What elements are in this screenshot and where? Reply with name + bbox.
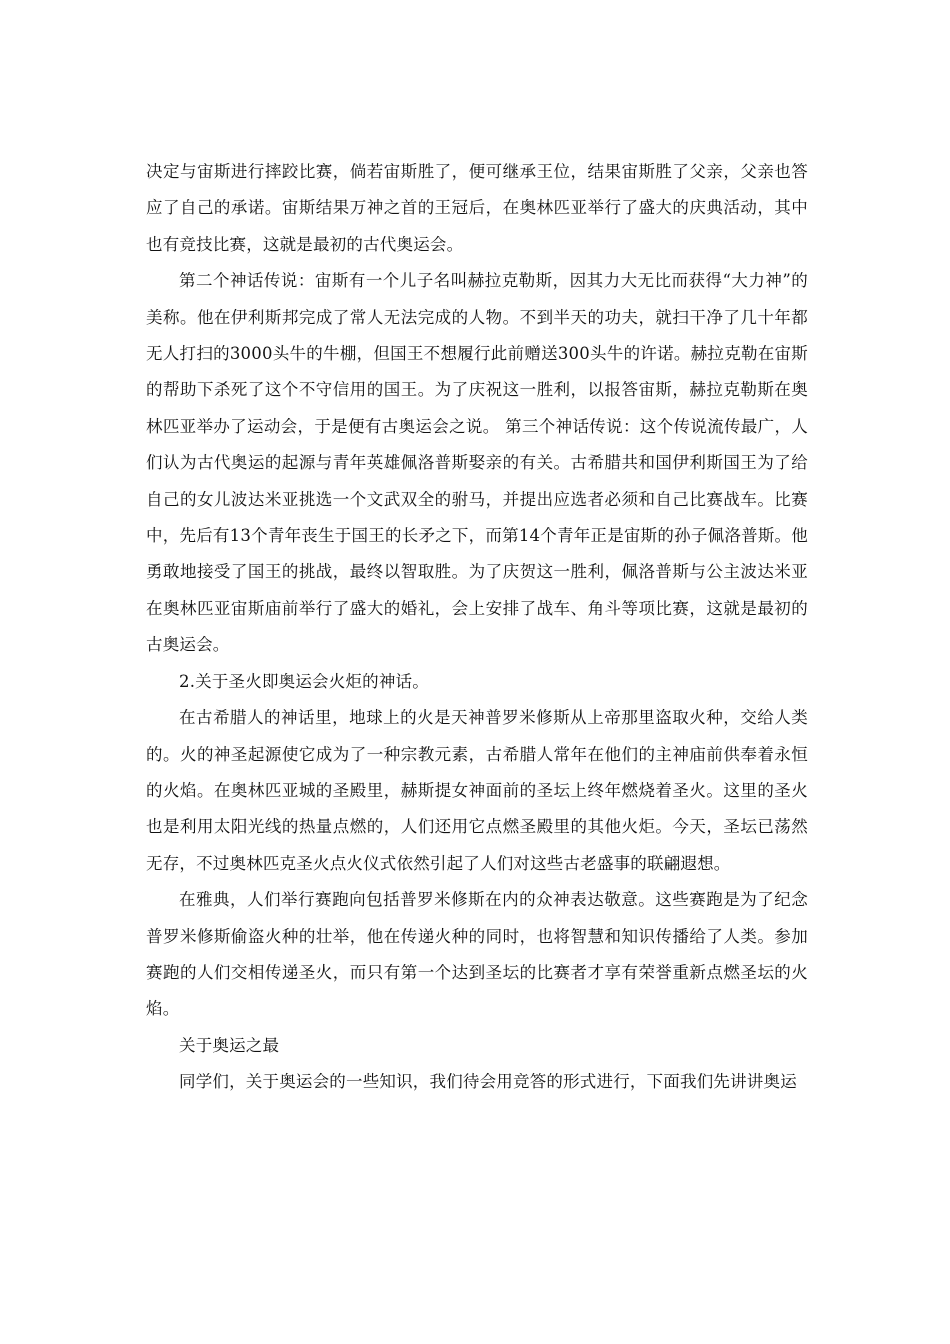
section-heading-sacred-fire: 2.关于圣火即奥运会火炬的神话。 bbox=[179, 671, 429, 691]
paragraph-quiz-intro: 同学们，关于奥运会的一些知识，我们待会用竞答的形式进行，下面我们先讲讲奥运 bbox=[179, 1072, 797, 1092]
document-body bbox=[146, 154, 808, 1101]
paragraph-athens-relay: 在雅典，人们举行赛跑向包括普罗米修斯在内的众神表达敬意。这些赛跑是为了纪念普罗米修斯偷盗火种的壮举，他在传递火种的同时，也将智慧和知识传播给了人类。参加赛跑的人们交相传递圣火，而只有第一个达到圣坛的比赛者才享有荣誉重新点燃圣坛的火焰。 bbox=[146, 890, 808, 1019]
section-heading-olympic-records: 关于奥运之最 bbox=[179, 1035, 280, 1055]
paragraph-prometheus-fire: 在古希腊人的神话里，地球上的火是天神普罗米修斯从上帝那里盗取火种，交给人类的。火的神圣起源使它成为了一种宗教元素，古希腊人常年在他们的主神庙前供奉着永恒的火焰。在奥林匹亚城的圣殿里，赫斯提女神面前的圣坛上终年燃烧着圣火。这里的圣火也是利用太阳光线的热量点燃的，人们还用它点燃圣殿里的其他火炬。今天，圣坛已荡然无存，不过奥林匹克圣火点火仪式依然引起了人们对这些古老盛事的联翩遐想。 bbox=[146, 708, 808, 873]
paragraph-second-and-third-legend: 第二个神话传说：宙斯有一个儿子名叫赫拉克勒斯，因其力大无比而获得“大力神”的美称。他在伊利斯邦完成了常人无法完成的人物。不到半天的功夫，就扫干净了几十年都无人打扫的3000头牛的牛棚，但国王不想履行此前赠送300头牛的许诺。赫拉克勒在宙斯的帮助下杀死了这个不守信用的国王。为了庆祝这一胜利，以报答宙斯，赫拉克勒斯在奥林匹亚举办了运动会，于是便有古奥运会之说。 第三个神话传说：这个传说流传最广，人们认为古代奥运的起源与青年英雄佩洛普斯娶亲的有关。古希腊共和国伊利斯国王为了给自己的女儿波达米亚挑选一个文武双全的驸马，并提出应选者必须和自己比赛战车。比赛中，先后有13个青年丧生于国王的长矛之下，而第14个青年正是宙斯的孙子佩洛普斯。他勇敢地接受了国王的挑战，最终以智取胜。为了庆贺这一胜利，佩洛普斯与公主波达米亚在奥林匹亚宙斯庙前举行了盛大的婚礼，会上安排了战车、角斗等项比赛，这就是最初的古奥运会。 bbox=[146, 271, 808, 655]
paragraph-zeus-wrestling: 决定与宙斯进行摔跤比赛，倘若宙斯胜了，便可继承王位，结果宙斯胜了父亲，父亲也答应了自己的承诺。宙斯结果万神之首的王冠后，在奥林匹亚举行了盛大的庆典活动，其中也有竞技比赛，这就是最初的古代奥运会。 bbox=[146, 162, 808, 254]
